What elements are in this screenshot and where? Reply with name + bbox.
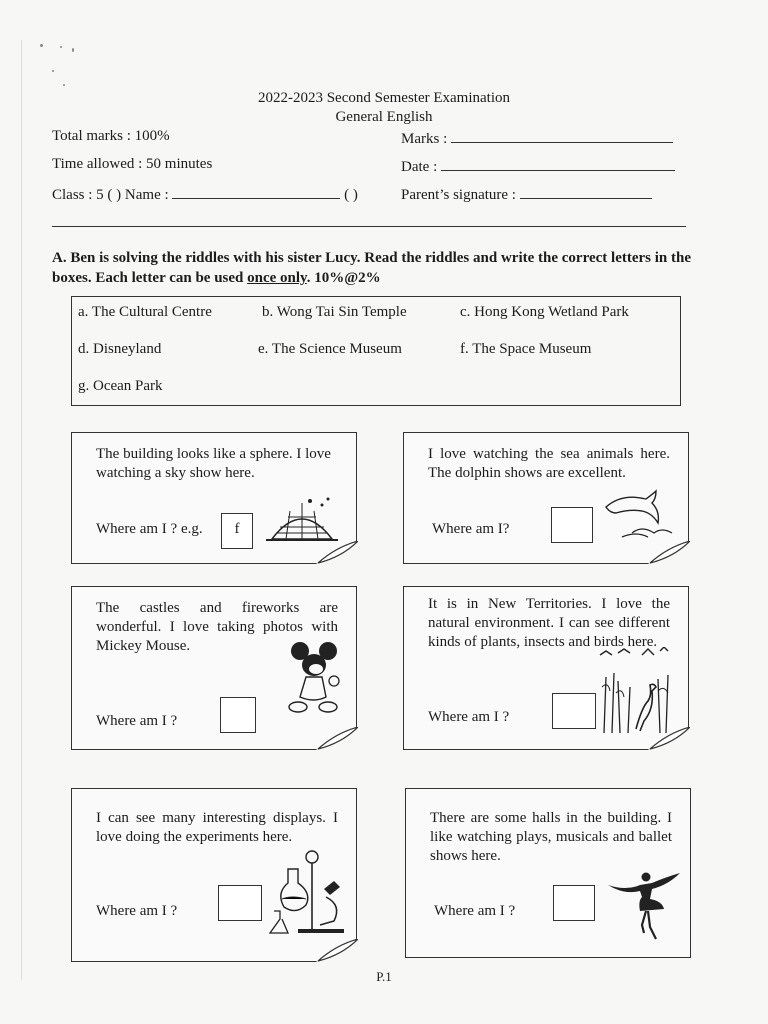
option-letter: d. xyxy=(78,341,90,357)
riddle-text: I can see many interesting displays. I love doing the experiments here. xyxy=(96,810,338,845)
page-curl-icon xyxy=(646,727,690,751)
name-label: Name : xyxy=(124,187,169,203)
riddle-card-4 xyxy=(403,586,689,750)
space-museum-dome-icon xyxy=(266,497,338,543)
name-line[interactable] xyxy=(172,184,340,199)
option-text: Disneyland xyxy=(93,341,162,357)
option-text: Ocean Park xyxy=(93,378,163,394)
page-curl-icon xyxy=(646,541,690,565)
answer-box[interactable] xyxy=(552,693,596,729)
option-a xyxy=(78,304,212,321)
option-text: The Cultural Centre xyxy=(91,304,212,320)
riddle-card-1 xyxy=(71,432,357,564)
scan-speck xyxy=(63,84,65,86)
answer-box[interactable]: f xyxy=(221,513,253,549)
option-text: The Science Museum xyxy=(271,341,402,357)
options-box xyxy=(71,296,681,406)
parent-signature-label: Parent’s signature : xyxy=(401,187,516,203)
page-curl-icon xyxy=(314,727,358,751)
date-label: Date : xyxy=(401,159,438,175)
page-curl-icon xyxy=(314,541,358,565)
mickey-mouse-icon xyxy=(286,641,342,715)
riddle-question: Where am I ? xyxy=(96,903,178,919)
instruction-underlined: once only xyxy=(247,270,307,286)
header-divider xyxy=(52,226,686,227)
option-letter: a. xyxy=(78,304,89,320)
option-letter: e. xyxy=(258,341,269,357)
riddle-text: There are some halls in the building. I like watching plays, musicals and ballet shows here. xyxy=(430,810,672,864)
page-number: P.1 xyxy=(376,969,392,984)
option-g xyxy=(78,378,163,395)
riddle-text: It is in New Territories. I love the natural environment. I can see different kinds of plants, insects and birds here. xyxy=(428,596,670,650)
riddle-card-6 xyxy=(405,788,691,958)
instruction-text-1: A. Ben is solving the riddles with his sister Lucy. Read the riddles and write the correct letters in the boxes. Each letter can be used xyxy=(52,250,691,286)
riddle-question: Where am I ? xyxy=(428,709,510,725)
section-a-instruction xyxy=(52,248,696,288)
riddle-text: I love watching the sea animals here. The dolphin shows are excellent. xyxy=(428,446,670,481)
date-line[interactable] xyxy=(441,156,675,171)
option-letter: f. xyxy=(460,341,469,357)
riddle-question: Where am I ? e.g. xyxy=(96,521,203,537)
parent-signature-line[interactable] xyxy=(520,184,652,199)
instruction-text-2: . 10%@2% xyxy=(306,270,381,286)
scan-edge-line xyxy=(21,40,22,980)
scan-speck xyxy=(60,46,62,48)
riddle-question: Where am I ? xyxy=(96,713,178,729)
dolphin-icon xyxy=(602,489,676,541)
option-f xyxy=(460,341,591,358)
riddle-card-2 xyxy=(403,432,689,564)
answer-box[interactable] xyxy=(553,885,595,921)
option-letter: c. xyxy=(460,304,471,320)
option-c xyxy=(460,304,629,321)
class-label: Class : 5 ( ) xyxy=(52,187,122,203)
wetland-birds-icon xyxy=(598,647,672,733)
option-b xyxy=(262,304,407,321)
exam-title: 2022-2023 Second Semester Examination xyxy=(257,90,511,106)
scan-speck xyxy=(40,44,43,47)
date-field xyxy=(401,156,675,176)
marks-label: Marks : xyxy=(401,131,448,147)
option-letter: b. xyxy=(262,304,274,320)
option-d xyxy=(78,341,161,358)
riddle-card-5 xyxy=(71,788,357,962)
option-text: Wong Tai Sin Temple xyxy=(276,304,407,320)
ballet-dancer-icon xyxy=(606,871,682,941)
option-letter: g. xyxy=(78,378,90,394)
marks-line[interactable] xyxy=(451,128,673,143)
answer-box[interactable] xyxy=(551,507,593,543)
answer-box[interactable] xyxy=(218,885,262,921)
answer-box[interactable] xyxy=(220,697,256,733)
marks-field xyxy=(401,128,673,148)
option-e xyxy=(258,341,402,358)
option-text: Hong Kong Wetland Park xyxy=(474,304,629,320)
name-bracket: ( ) xyxy=(344,187,358,203)
option-text: The Space Museum xyxy=(472,341,592,357)
riddle-question: Where am I ? xyxy=(434,903,516,919)
scan-speck xyxy=(72,48,74,52)
parent-signature-field xyxy=(401,184,652,204)
page-curl-icon xyxy=(314,939,358,963)
science-equipment-icon xyxy=(268,849,346,935)
riddle-text: The building looks like a sphere. I love watching a sky show here. xyxy=(96,446,331,481)
riddle-card-3 xyxy=(71,586,357,750)
total-marks: Total marks : 100% xyxy=(52,128,170,144)
subject-title: General English xyxy=(335,109,433,125)
riddle-text: The castles and fireworks are wonderful. I love taking photos with Mickey Mouse. xyxy=(96,600,338,654)
time-allowed: Time allowed : 50 minutes xyxy=(52,156,213,172)
riddle-question: Where am I? xyxy=(432,521,510,537)
scan-speck xyxy=(52,70,54,72)
class-name-row xyxy=(52,184,358,204)
